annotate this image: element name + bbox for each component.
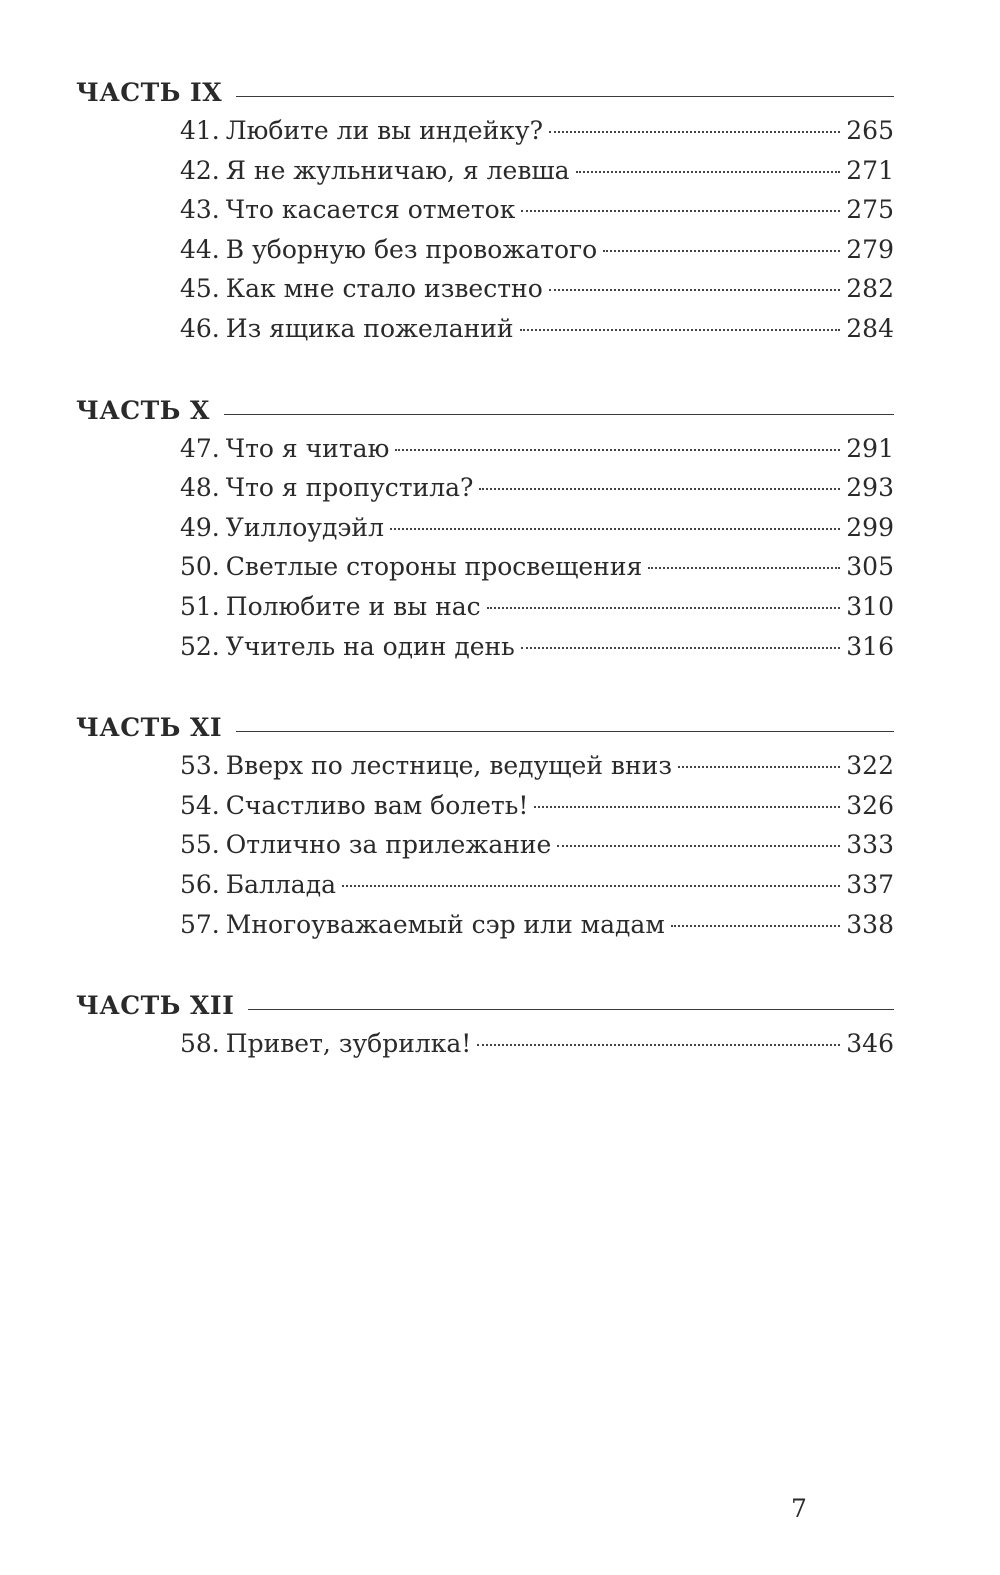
- table-of-contents: [76, 78, 894, 1111]
- dot-leader: [678, 766, 840, 768]
- entry-page: 265: [846, 116, 894, 145]
- entry-number: 55.: [180, 830, 220, 860]
- toc-entry: [180, 830, 894, 870]
- entry-title: Многоуважаемый сэр или мадам: [225, 909, 665, 939]
- entry-title: Баллада: [225, 869, 337, 899]
- entry-title: Как мне стало известно: [225, 274, 543, 304]
- entry-page: 316: [846, 631, 894, 661]
- entry-number: 42.: [180, 155, 220, 185]
- toc-entry: [180, 791, 894, 831]
- entry-title: Светлые стороны просвещения: [225, 552, 643, 582]
- toc-entry: [180, 434, 894, 474]
- toc-entries: [180, 1029, 894, 1069]
- entry-page: 322: [846, 751, 894, 781]
- toc-entry: [180, 632, 894, 672]
- entry-number: 49.: [180, 512, 220, 542]
- part-rule: [224, 414, 894, 415]
- entry-title: Отлично за прилежание: [225, 830, 552, 860]
- dot-leader: [390, 528, 840, 530]
- dot-leader: [520, 329, 841, 331]
- entry-title: Что я пропустила?: [225, 473, 474, 503]
- entry-number: 54.: [180, 790, 220, 820]
- part-header: [76, 78, 894, 116]
- part-header: [76, 991, 894, 1029]
- entry-title: Полюбите и вы нас: [225, 591, 481, 621]
- part-title: ЧАСТЬ XII: [76, 991, 235, 1021]
- toc-entry: [180, 116, 894, 156]
- dot-leader: [534, 806, 840, 808]
- entry-page: 279: [846, 234, 894, 264]
- toc-entries: [180, 116, 894, 354]
- entry-number: 46.: [180, 313, 220, 343]
- part-title: ЧАСТЬ IX: [76, 78, 223, 107]
- part-rule: [236, 731, 894, 732]
- toc-entry: [180, 1029, 894, 1069]
- entry-page: 310: [846, 591, 894, 621]
- toc-part-11: [76, 713, 894, 949]
- entry-page: 338: [846, 909, 894, 939]
- entry-title: Привет, зубрилка!: [225, 1029, 472, 1059]
- entry-title: Уиллоудэйл: [225, 512, 384, 542]
- entry-title: Счастливо вам болеть!: [225, 790, 529, 820]
- dot-leader: [648, 567, 840, 569]
- toc-entry: [180, 910, 894, 950]
- dot-leader: [479, 488, 840, 490]
- dot-leader: [549, 131, 840, 133]
- entry-page: 337: [846, 869, 894, 899]
- dot-leader: [477, 1044, 840, 1046]
- dot-leader: [671, 925, 841, 927]
- toc-entry: [180, 592, 894, 632]
- entry-number: 53.: [180, 751, 220, 781]
- toc-entry: [180, 156, 894, 196]
- entry-number: 56.: [180, 869, 220, 899]
- dot-leader: [603, 250, 840, 252]
- toc-entry: [180, 552, 894, 592]
- dot-leader: [521, 210, 840, 212]
- entry-page: 326: [846, 790, 894, 820]
- toc-part-9: [76, 78, 894, 354]
- entry-number: 41.: [180, 116, 220, 145]
- entry-title: Вверх по лестнице, ведущей вниз: [225, 751, 672, 781]
- entry-number: 57.: [180, 909, 220, 939]
- entry-page: 293: [846, 473, 894, 503]
- entry-title: Учитель на один день: [225, 631, 515, 661]
- toc-entry: [180, 473, 894, 513]
- entry-page: 271: [846, 155, 894, 185]
- entry-number: 58.: [180, 1029, 220, 1059]
- entry-page: 346: [846, 1029, 894, 1059]
- page-number: 7: [791, 1494, 807, 1523]
- dot-leader: [395, 449, 840, 451]
- entry-number: 44.: [180, 234, 220, 264]
- entry-title: В уборную без провожатого: [225, 234, 598, 264]
- entry-number: 51.: [180, 591, 220, 621]
- entry-page: 299: [846, 512, 894, 542]
- entry-page: 305: [846, 552, 894, 582]
- entry-number: 48.: [180, 473, 220, 503]
- toc-entry: [180, 513, 894, 553]
- entry-number: 50.: [180, 552, 220, 582]
- entry-title: Любите ли вы индейку?: [225, 116, 544, 145]
- entry-page: 284: [846, 313, 894, 343]
- dot-leader: [487, 607, 841, 609]
- part-rule: [248, 1009, 894, 1010]
- dot-leader: [549, 289, 841, 291]
- entry-page: 282: [846, 274, 894, 304]
- entry-page: 333: [846, 830, 894, 860]
- toc-entry: [180, 195, 894, 235]
- entry-number: 47.: [180, 433, 220, 463]
- toc-entries: [180, 434, 894, 672]
- dot-leader: [521, 647, 841, 649]
- part-rule: [236, 96, 894, 97]
- part-header: [76, 713, 894, 751]
- entry-title: Из ящика пожеланий: [225, 313, 514, 343]
- part-title: ЧАСТЬ XI: [76, 713, 223, 743]
- toc-entry: [180, 235, 894, 275]
- entry-page: 275: [846, 195, 894, 225]
- entry-number: 45.: [180, 274, 220, 304]
- part-title: ЧАСТЬ X: [76, 395, 210, 425]
- dot-leader: [342, 885, 840, 887]
- entry-title: Что я читаю: [225, 433, 390, 463]
- dot-leader: [576, 171, 841, 173]
- toc-entry: [180, 751, 894, 791]
- toc-part-12: [76, 991, 894, 1069]
- part-header: [76, 396, 894, 434]
- entry-title: Я не жульничаю, я левша: [225, 155, 570, 185]
- entry-page: 291: [846, 433, 894, 463]
- entry-number: 43.: [180, 195, 220, 225]
- entry-number: 52.: [180, 631, 220, 661]
- entry-title: Что касается отметок: [225, 195, 516, 225]
- toc-entries: [180, 751, 894, 949]
- toc-entry: [180, 274, 894, 314]
- toc-entry: [180, 870, 894, 910]
- dot-leader: [557, 845, 840, 847]
- toc-part-10: [76, 396, 894, 672]
- toc-entry: [180, 314, 894, 354]
